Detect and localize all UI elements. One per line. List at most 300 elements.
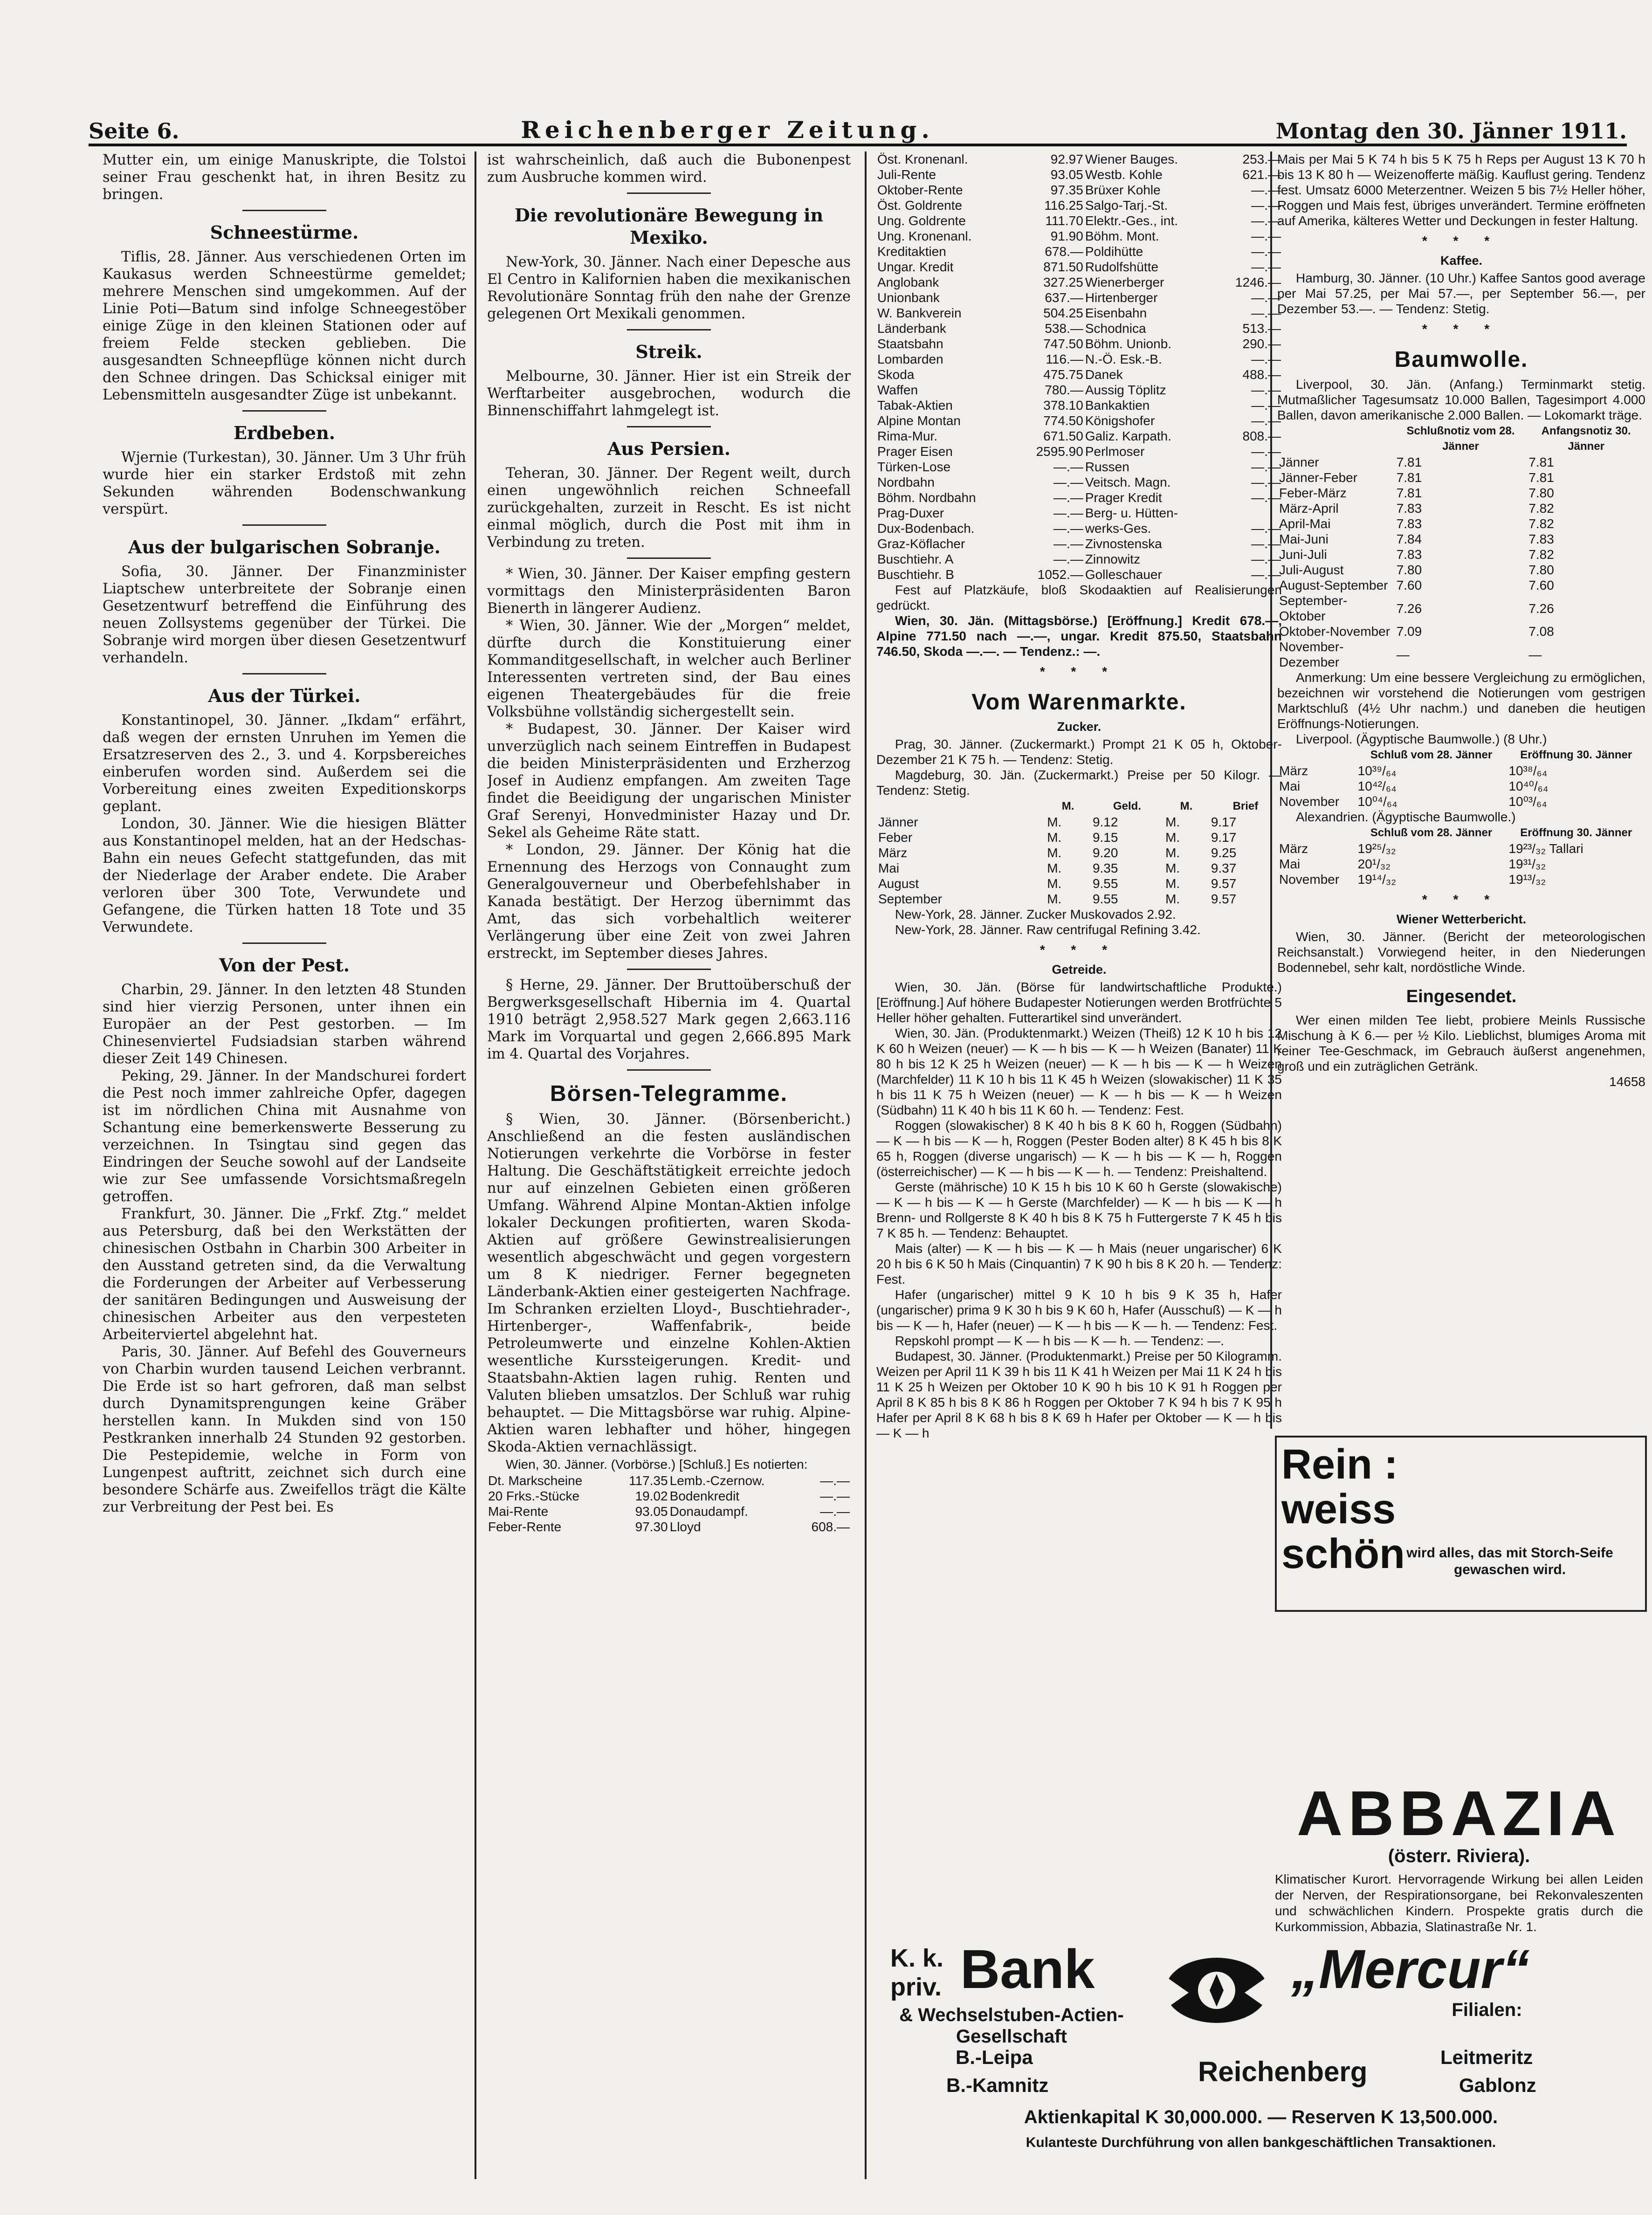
- article-text: * Budapest, 30. Jänner. Der Kaiser wird unverzüglich nach seinem Eintreffen in Budapest die beiden Ministerpräsidenten und Erzherzog Josef in Audienz empfangen. Am zweiten Tage findet die Beeidigung der ungarischen Minister Graf Serenyi, Honvedminister Hazay und Dr. Sekel als Geheime Räte statt.: [487, 721, 851, 841]
- column-2: [487, 151, 851, 2179]
- table-header-cell: Schlußnotiz vom 28. Jänner: [1406, 425, 1515, 453]
- table-cell: 92.97: [1050, 152, 1083, 166]
- bank-capital: Aktienkapital K 30,000.000. — Reserven K 13,500.000.: [1024, 2107, 1498, 2127]
- table-cell: Westb. Kohle: [1085, 167, 1163, 182]
- article-text: Prag, 30. Jänner. (Zuckermarkt.) Prompt 21 K 05 h, Oktober-Dezember 21 K 75 h. — Tendenz: Stetig.: [876, 737, 1282, 767]
- table-row: [876, 290, 1282, 305]
- table-cell: —.—: [1251, 229, 1281, 243]
- table-cell: 290.—: [1242, 337, 1281, 351]
- table-row: [876, 228, 1282, 244]
- bank-note: Kulanteste Durchführung von allen bankgeschäftlichen Transaktionen.: [1026, 2135, 1496, 2150]
- table-cell: 9.17: [1211, 815, 1237, 829]
- table-row: [876, 367, 1282, 382]
- article-heading: Aus Persien.: [607, 438, 731, 459]
- table-cell: 97.30: [635, 1520, 668, 1534]
- article-text: Sofia, 30. Jänner. Der Finanzminister Liaptschew unterbreitete der Sobranje einen Gesetzentwurf betreffend die Einführung des neuen Zollsystems gegenüber der Türkei. Die Sobranje wird morgen über diesen Gesetzentwurf verhandeln.: [103, 564, 466, 666]
- table-cell: November: [1279, 872, 1340, 887]
- article-text: New-York, 28. Jänner. Zucker Muskovados 2.92.: [895, 907, 1176, 922]
- table-cell: 747.50: [1043, 337, 1083, 351]
- column-rule: [475, 151, 476, 2179]
- table-cell: Galiz. Karpath.: [1085, 429, 1172, 443]
- section-heading: Börsen-Telegramme.: [550, 1081, 788, 1106]
- ad-headline-line: Rein :: [1281, 1441, 1398, 1488]
- table-cell: —.—: [1251, 244, 1281, 259]
- article-text: Wien, 30. Jänner. (Bericht der meteorologischen Reichsanstalt.) Vorwiegend heiter, in den Niederungen Bodennebel, sehr kalt, nordöstliche Winde.: [1277, 929, 1645, 975]
- article-text: * Wien, 30. Jänner. Wie der „Morgen“ meldet, dürfte durch die Konstituierung einer Kommanditgesellschaft, in welcher auch Berliner Interessenten vertreten sind, der Bau eines eigenen Theatergebäudes für die freie Volksbühne vollständig sichergestellt sein.: [487, 618, 851, 720]
- table-cell: [1216, 505, 1282, 521]
- table-header-cell: Geld.: [1113, 800, 1142, 812]
- table-row: [876, 891, 1282, 907]
- article-text: London, 30. Jänner. Wie die hiesigen Blätter aus Konstantinopel melden, hat an der Hedschas-Bahn ein neues Gefecht stattgefunden, das mit der Niederlage der Araber endete. Die Araber verloren über 300 Tote, Verwundete und Gefangene, die Türken hatten 18 Tote und 35 Verwundete.: [103, 816, 466, 936]
- article-heading: Streik.: [635, 341, 702, 362]
- table-cell: M.: [1165, 815, 1180, 829]
- table-cell: 7.80: [1528, 563, 1554, 577]
- table-cell: Lemb.-Czernow.: [669, 1473, 765, 1488]
- table-cell: 7.08: [1528, 624, 1554, 639]
- article-text: Fest auf Platzkäufe, bloß Skodaaktien auf Realisierungen gedrückt.: [876, 583, 1282, 612]
- article-text: Teheran, 30. Jänner. Der Regent weilt, durch einen ungewöhnlich reichen Schneefall zurückgehalten, zurzeit in Rescht. Es ist nicht einmal möglich, durch die Post mit ihm in Verbindung zu treten.: [487, 465, 851, 550]
- table-cell: Staatsbahn: [877, 337, 943, 351]
- divider: [627, 426, 711, 427]
- table-row: [487, 1473, 851, 1488]
- table-row: [876, 259, 1282, 275]
- branch-city: B.-Kamnitz: [946, 2074, 1049, 2096]
- table-cell: Russen: [1085, 460, 1129, 474]
- article-text: Hafer (ungarischer) mittel 9 K 10 h bis 9 K 35 h, Hafer (ungarischer) prima 9 K 30 h bis 9 K 60 h, Hafer (Ausschuß) — K — h bis — K — h, Hafer (neuer) — K — h bis — K — h. — Tendenz: Fest.: [876, 1287, 1282, 1333]
- table-row: [487, 1488, 851, 1504]
- table-cell: 671.50: [1043, 429, 1083, 443]
- table-cell: Waffen: [877, 383, 918, 397]
- article-text: Tiflis, 28. Jänner. Aus verschiedenen Orten im Kaukasus werden Schneestürme gemeldet; mehrere Menschen sind umgekommen. Auf der Linie Poti—Batum sind infolge Schneegestöber einige Züge in den kleinen Stationen oder auf freiem Felde stecken geblieben. Die ausgesandten Schneepflüge können nicht durch den Schnee dringen. Das Schicksal einiger mit Lebensmitteln ausgesandter Züge ist unbekannt.: [103, 249, 466, 403]
- table-cell: 93.05: [1050, 167, 1083, 182]
- table-cell: Berg- u. Hütten-: [1085, 506, 1178, 520]
- table-cell: 9.55: [1092, 876, 1118, 891]
- table-row: [876, 321, 1282, 336]
- table-row: [1277, 454, 1645, 470]
- table-cell: M.: [1165, 846, 1180, 860]
- article-text: Frankfurt, 30. Jänner. Die „Frkf. Ztg.“ meldet aus Petersburg, daß bei den Werkstätten der chinesischen Ostbahn in Charbin 300 Arbeiter in den Ausstand getreten sind, da die Verwaltung die Forderungen der Arbeiter auf Verbesserung der sanitären Bedingungen und Ausweisung der chinesischen Arbeiter aus den verpesteten Arbeiterviertel abgelehnt hat.: [103, 1206, 466, 1343]
- table-cell: —.—: [1053, 521, 1083, 536]
- table-cell: März-April: [1279, 501, 1339, 516]
- table-cell: Salgo-Tarj.-St.: [1085, 198, 1168, 213]
- table-row: [876, 830, 1282, 845]
- table-cell: Schodnica: [1085, 321, 1146, 336]
- article-text: * London, 29. Jänner. Der König hat die Ernennung des Herzogs von Connaught zum Generalgouverneur und Oberbefehlshaber in Kanada bestätigt. Der Herzog übernimmt das Amt, das sich vorbehaltlich weiterer Verlängerung über eine Zeit von zwei Jahren erstreckt, im September dieses Jahres.: [487, 842, 851, 962]
- divider: [627, 1069, 711, 1071]
- table-row: [1277, 516, 1645, 531]
- table-cell: 19³¹/₃₂: [1508, 857, 1546, 871]
- table-cell: —.—: [1251, 444, 1281, 459]
- bank-subtitle: & Wechselstuben-Actien-Gesellschaft: [899, 2005, 1124, 2047]
- article-text: Charbin, 29. Jänner. In den letzten 48 Stunden sind hier vierzig Personen, unter ihnen ein Europäer an der Pest gestorben. — Im Chinesenviertel Fudsiadsian starben während dieser Zeit 149 Chinesen.: [103, 982, 466, 1067]
- table-cell: 10⁰⁴/₆₄: [1357, 794, 1397, 809]
- article-text: Peking, 29. Jänner. In der Mandschurei fordert die Pest noch immer zahlreiche Opfer, dagegen ist im nördlichen China mit Ausnahme von Schantung eine bemerkenswerte Besserung zu verzeichnen. In Tsingtau sind gegen das Eindringen der Seuche sowohl auf der Landseite wie zur See umfassende Vorsichtsmaßregeln getroffen.: [103, 1068, 466, 1205]
- table-row: [876, 521, 1282, 536]
- table-cell: 10³⁹/₆₄: [1357, 764, 1397, 778]
- table-cell: 488.—: [1242, 367, 1281, 382]
- table-row: [876, 182, 1282, 198]
- table-row: [1277, 763, 1645, 778]
- table-cell: Feber: [878, 830, 913, 845]
- table-row: [876, 459, 1282, 475]
- table-cell: —.—: [820, 1489, 850, 1503]
- table-cell: 117.35: [629, 1473, 668, 1488]
- separator-stars: * * *: [1039, 942, 1119, 957]
- table-cell: 7.82: [1528, 547, 1554, 562]
- table-cell: März: [1279, 841, 1308, 856]
- table-header-row: [1277, 825, 1645, 841]
- table-row: [876, 382, 1282, 398]
- table-header-cell: [1277, 747, 1356, 763]
- table-cell: —.—: [1251, 260, 1281, 274]
- ad-text: Klimatischer Kurort. Hervorragende Wirkung bei allen Leiden der Nerven, der Respirationsorgane, bei Rekonvaleszenten und schwächlichen Kindern. Prospekte gratis durch die Kurkommission, Abbazia, Slatinastraße Nr. 1.: [1275, 1872, 1643, 1934]
- table-header-cell: Anfangsnotiz 30. Jänner: [1541, 425, 1631, 453]
- article-text: Roggen (slowakischer) 8 K 40 h bis 8 K 60 h, Roggen (Südbahn) — K — h bis — K — h, Roggen (Pester Boden alter) 8 K 45 h bis 8 K 65 h, Roggen (diverse ungarisch) — K — h bis — K — h, Roggen (österreichischer) — K — h bis — K — h. — Tendenz: Preishaltend.: [876, 1118, 1282, 1179]
- table-row: [876, 505, 1282, 521]
- ad-headline-line: weiss: [1281, 1486, 1396, 1533]
- table-header-cell: [1277, 825, 1356, 841]
- table-cell: Jänner: [878, 815, 918, 829]
- table-cell: 7.80: [1396, 563, 1422, 577]
- table-row: [876, 428, 1282, 444]
- section-heading: Baumwolle.: [1394, 347, 1528, 372]
- table-row: [876, 536, 1282, 551]
- article-text: Wjernie (Turkestan), 30. Jänner. Um 3 Uhr früh wurde hier ein starker Erdstoß mit zehn Sekunden währenden Bodenschwankung verspürt.: [103, 449, 466, 517]
- table-cell: M.: [1047, 861, 1062, 875]
- table-cell: 19¹³/₃₂: [1508, 872, 1546, 887]
- table-row: [876, 351, 1282, 367]
- table-cell: Lloyd: [669, 1520, 701, 1534]
- separator-stars: * * *: [1422, 234, 1501, 248]
- article-heading: Aus der Türkei.: [208, 685, 361, 706]
- table-cell: 19¹⁴/₃₂: [1357, 872, 1397, 887]
- table-cell: —.—: [1251, 552, 1281, 566]
- separator-stars: * * *: [1422, 892, 1501, 907]
- table-cell: Tabak-Aktien: [877, 398, 953, 413]
- table-cell: August: [878, 876, 919, 891]
- table-cell: Feber-Rente: [488, 1520, 562, 1534]
- table-cell: —.—: [1251, 213, 1281, 228]
- bank-kk-label: K. k. priv.: [890, 1944, 944, 2001]
- table-cell: Wiener Bauges.: [1085, 152, 1178, 166]
- table-cell: März: [1279, 764, 1308, 778]
- column-rule: [865, 151, 867, 2179]
- table-cell: 7.81: [1528, 455, 1554, 469]
- table-cell: 116.25: [1044, 198, 1083, 213]
- table-cell: 9.20: [1092, 846, 1118, 860]
- table-cell: —.—: [1251, 383, 1281, 397]
- table-cell: Prager Eisen: [877, 444, 953, 459]
- table-cell: Öst. Kronenanl.: [877, 152, 968, 166]
- table-cell: Feber-März: [1279, 486, 1347, 500]
- table-cell: Länderbank: [877, 321, 946, 336]
- table-cell: Prager Kredit: [1085, 490, 1162, 505]
- table-cell: 20 Frks.-Stücke: [488, 1489, 580, 1503]
- table-cell: 7.81: [1396, 455, 1422, 469]
- table-cell: Zinnowitz: [1085, 552, 1141, 566]
- table-cell: 9.17: [1211, 830, 1237, 845]
- table-cell: 475.75: [1043, 367, 1083, 382]
- ad-subtitle: (österr. Riviera).: [1388, 1846, 1530, 1866]
- table-cell: —.—: [1251, 475, 1281, 489]
- table-cell: —.—: [1251, 460, 1281, 474]
- table-cell: Zivnostenska: [1085, 537, 1162, 551]
- table-row: [876, 413, 1282, 428]
- section-heading: Vom Warenmarkte.: [971, 690, 1187, 715]
- table-header-cell: M.: [1180, 800, 1193, 812]
- table-cell: Donaudampf.: [669, 1504, 748, 1519]
- table-cell: Dt. Markscheine: [488, 1473, 583, 1488]
- table-header-row: [1277, 423, 1645, 454]
- divider: [242, 410, 326, 412]
- table-row: [876, 198, 1282, 213]
- article-text: Liverpool. (Ägyptische Baumwolle.) (8 Uhr.): [1296, 732, 1547, 746]
- table-cell: Jänner: [1279, 455, 1319, 469]
- table-cell: 19.02: [635, 1489, 668, 1503]
- ad-text: wird alles, das mit Storch-Seife gewaschen wird.: [1406, 1545, 1613, 1577]
- table-cell: M.: [1047, 815, 1062, 829]
- bank-filialen-label: Filialen:: [1452, 2000, 1522, 2020]
- table-row: [876, 845, 1282, 860]
- page-header: [89, 111, 1627, 146]
- table-row: [876, 305, 1282, 321]
- article-text: New-York, 30. Jänner. Nach einer Depesche aus El Centro in Kalifornien haben die mexikanischen Revolutionäre Sonntag früh den nahe der Grenze gelegenen Ort Mexikali genommen.: [487, 254, 851, 322]
- ad-title: ABBAZIA: [1297, 1781, 1621, 1849]
- table-row: [876, 151, 1282, 167]
- table-cell: Veitsch. Magn.: [1085, 475, 1171, 489]
- table-cell: 9.55: [1092, 892, 1118, 906]
- separator-stars: * * *: [1422, 322, 1501, 336]
- table-cell: Rima-Mur.: [877, 429, 938, 443]
- table-cell: Bankaktien: [1085, 398, 1150, 413]
- table-cell: 7.26: [1528, 601, 1554, 616]
- table-cell: Böhm. Mont.: [1085, 229, 1159, 243]
- table-cell: M.: [1047, 876, 1062, 891]
- table-cell: 504.25: [1043, 306, 1083, 320]
- table-cell: Oktober-Rente: [877, 183, 963, 197]
- table-cell: Lombarden: [877, 352, 943, 366]
- article-text: Magdeburg, 30. Jän. (Zuckermarkt.) Preise per 50 Kilogr. — Tendenz: Stetig.: [876, 768, 1282, 798]
- table-cell: 116.—: [1046, 352, 1083, 366]
- table-row: [876, 551, 1282, 567]
- table-cell: 2595.90: [1036, 444, 1083, 459]
- eagle-emblem-icon: [1161, 1948, 1273, 2032]
- table-cell: 7.82: [1528, 516, 1554, 531]
- table-cell: —.—: [1251, 352, 1281, 366]
- table-cell: 538.—: [1045, 321, 1083, 336]
- bank-mercur-ad: [881, 1939, 1641, 2172]
- table-cell: Anglobank: [877, 275, 939, 289]
- table-cell: Alpine Montan: [877, 413, 961, 428]
- table-cell: 808.—: [1242, 429, 1281, 443]
- divider: [242, 942, 326, 944]
- table-cell: M.: [1165, 876, 1180, 891]
- subheading: Getreide.: [1052, 963, 1107, 977]
- table-cell: Böhm. Nordbahn: [877, 490, 976, 505]
- divider: [627, 329, 711, 330]
- table-header-row: [876, 798, 1282, 814]
- table-row: [1277, 841, 1645, 856]
- table-cell: Mai: [1279, 779, 1301, 793]
- table-cell: 7.09: [1396, 624, 1422, 639]
- article-text: § Wien, 30. Jänner. (Börsenbericht.) Anschließend an die festen ausländischen Notierungen verkehrte die Vorbörse in fester Haltung. Die Geschäftstätigkeit erreichte jedoch nur auf einzelnen Gebieten einen größeren Umfang. Während Alpine Montan-Aktien infolge lokaler Deckungen profitierten, waren Skoda-Aktien auf größere Gewinstrealisierungen wesentlich abgeschwächt und gegen vorgestern um 8 K niedriger. Ferner begegneten Länderbank-Aktien einer gesteigerten Nachfrage. Im Schranken erzielten Lloyd-, Buschtiehrader-, Hirtenberger-, Waffenfabrik-, beide Petroleumwerte und einzelne Kohlen-Aktien wesentliche Kurssteigerungen. Kredit- und Staatsbahn-Aktien lagen ruhig. Renten und Valuten blieben umsatzlos. Der Schluß war ruhig behauptet. — Die Mittagsbörse war ruhig. Alpine-Aktien waren lebhafter und höher, hingegen Skoda-Aktien vernachlässigt.: [487, 1111, 851, 1455]
- masthead: Reichenberger Zeitung.: [521, 116, 934, 144]
- table-cell: 7.81: [1396, 486, 1422, 500]
- table-cell: Türken-Lose: [877, 460, 951, 474]
- table-row: [876, 213, 1282, 228]
- table-cell: Rudolfshütte: [1085, 260, 1159, 274]
- article-heading: Schneestürme.: [210, 222, 359, 243]
- table-cell: Nordbahn: [877, 475, 935, 489]
- table-cell: 9.57: [1211, 892, 1237, 906]
- table-cell: M.: [1165, 861, 1180, 875]
- table-cell: M.: [1047, 892, 1062, 906]
- column-3: [876, 151, 1282, 1746]
- article-text: Alexandrien. (Ägyptische Baumwolle.): [1296, 810, 1516, 824]
- table-cell: werks-Ges.: [1085, 521, 1151, 536]
- table-cell: 97.35: [1050, 183, 1083, 197]
- table-cell: Eisenbahn: [1085, 306, 1147, 320]
- table-cell: 9.12: [1092, 815, 1118, 829]
- table-row: [1277, 872, 1645, 887]
- article-text: New-York, 28. Jänner. Raw centrifugal Refining 3.42.: [895, 922, 1201, 937]
- table-header-cell: [876, 798, 1045, 814]
- table-row: [876, 244, 1282, 259]
- article-text: Melbourne, 30. Jänner. Hier ist ein Streik der Werftarbeiter ausgebrochen, wodurch die Binnenschiffahrt lahmgelegt ist.: [487, 368, 851, 419]
- table-cell: Königshofer: [1085, 413, 1155, 428]
- table-row: [1277, 639, 1645, 670]
- branch-city: Gablonz: [1459, 2074, 1536, 2096]
- table-cell: N.-Ö. Esk.-B.: [1085, 352, 1162, 366]
- table-cell: 513.—: [1242, 321, 1281, 336]
- article-text: Wien, 30. Jän. (Börse für landwirtschaftliche Produkte.) [Eröffnung.] Auf höhere Budapester Notierungen werden Brotfrüchte 5 Heller höher gehalten. Futterartikel sind unverändert.: [876, 980, 1282, 1025]
- column-1: [103, 151, 466, 2179]
- table-cell: 378.10: [1043, 398, 1083, 413]
- article-text: § Herne, 29. Jänner. Der Bruttoüberschuß der Bergwerksgesellschaft Hibernia im 4. Quartal 1910 beträgt 2,958.527 Mark gegen 2,663.116 Mark im Vorquartal und gegen 2,666.895 Mark im 4. Quartal des Vorjahres.: [487, 977, 851, 1062]
- table-cell: Ung. Kronenanl.: [877, 229, 972, 243]
- table-cell: —.—: [1053, 475, 1083, 489]
- table-cell: W. Bankverein: [877, 306, 962, 320]
- table-row: [1277, 778, 1645, 794]
- table-cell: Mai-Rente: [488, 1504, 549, 1519]
- table-cell: —.—: [1251, 567, 1281, 582]
- article-heading: Die revolutionäre Bewegung in Mexiko.: [514, 205, 824, 248]
- table-cell: 621.—: [1242, 167, 1281, 182]
- table-cell: November: [1279, 794, 1340, 809]
- table-cell: Wienerberger: [1085, 275, 1164, 289]
- table-row: [1277, 624, 1645, 639]
- table-cell: Danek: [1085, 367, 1123, 382]
- table-header-cell: Eröffnung 30. Jänner: [1520, 826, 1632, 839]
- table-cell: Graz-Köflacher: [877, 537, 965, 551]
- table-cell: September-Oktober: [1279, 593, 1348, 623]
- table-cell: —.—: [1251, 413, 1281, 428]
- branch-city: Reichenberg: [1198, 2056, 1368, 2087]
- table-cell: Unionbank: [877, 290, 940, 305]
- table-cell: Elektr.-Ges., int.: [1085, 213, 1178, 228]
- table-header-cell: [1277, 423, 1395, 454]
- article-text: Konstantinopel, 30. Jänner. „Ikdam“ erfährt, daß wegen der ernsten Unruhen im Yemen die Ersatzreserven des 2., 3. und 4. Korpsbereiches einberufen worden sind. Außerdem sei die Vorbereitung eines zweiten Expeditionskorps geplant.: [103, 712, 466, 815]
- subheading: Kaffee.: [1440, 254, 1483, 268]
- table-cell: —.—: [1251, 490, 1281, 505]
- article-text: Mais (alter) — K — h bis — K — h Mais (neuer ungarischer) 6 K 20 h bis 6 K 50 h Mais (Cinquantin) 7 K 90 h bis 8 K 20 h. — Tendenz: Fest.: [876, 1241, 1282, 1286]
- table-row: [876, 167, 1282, 182]
- table-cell: 9.25: [1211, 846, 1237, 860]
- table-header-cell: M.: [1061, 800, 1074, 812]
- divider: [627, 969, 711, 970]
- table-row: [876, 398, 1282, 413]
- table-row: [876, 275, 1282, 290]
- table-cell: —.—: [1053, 552, 1083, 566]
- table-cell: —.—: [1251, 290, 1281, 305]
- storch-seife-ad: [1275, 1436, 1647, 1612]
- article-text: Mutter ein, um einige Manuskripte, die Tolstoi seiner Frau geschenkt hat, in ihren Besitz zu bringen.: [103, 152, 466, 203]
- table-cell: 10⁴²/₆₄: [1357, 779, 1397, 793]
- table-cell: Kreditaktien: [877, 244, 946, 259]
- table-cell: —.—: [1053, 506, 1083, 520]
- table-row: [876, 490, 1282, 505]
- table-cell: Ung. Goldrente: [877, 213, 966, 228]
- table-cell: Brüxer Kohle: [1085, 183, 1161, 197]
- article-text: Repskohl prompt — K — h bis — K — h. — Tendenz: —.: [895, 1334, 1224, 1348]
- table-cell: Juli-Rente: [877, 167, 936, 182]
- table-cell: Hirtenberger: [1085, 290, 1158, 305]
- article-heading: Erdbeben.: [234, 422, 335, 443]
- article-text: Liverpool, 30. Jän. (Anfang.) Terminmarkt stetig. Mutmaßlicher Tagesumsatz 10.000 Ballen, Tagesimport 4.000 Ballen, davon amerikanische 2.000 Ballen. — Lokomarkt träge.: [1277, 377, 1645, 422]
- table-cell: —.—: [1251, 306, 1281, 320]
- table-row: [1277, 547, 1645, 562]
- table-row: [1277, 470, 1645, 485]
- branch-city: Leitmeritz: [1440, 2046, 1533, 2068]
- article-text: Budapest, 30. Jänner. (Produktenmarkt.) Preise per 50 Kilogramm. Weizen per April 11 K 39 h bis 11 K 41 h Weizen per Mai 11 K 24 h bis 11 K 25 h Weizen per Oktober 10 K 90 h bis 10 K 91 h Roggen per April 8 K 85 h bis 8 K 86 h Roggen per Oktober 7 K 94 h bis 7 K 95 h Hafer per April 8 K 68 h bis 8 K 69 h Hafer per Oktober — K — h bis — K — h: [876, 1349, 1282, 1440]
- table-row: [487, 1504, 851, 1519]
- table-cell: —.—: [820, 1504, 850, 1519]
- table-cell: M.: [1047, 830, 1062, 845]
- table-row: [1277, 531, 1645, 547]
- table-row: [876, 860, 1282, 876]
- table-cell: 9.57: [1211, 876, 1237, 891]
- table-cell: August-September: [1279, 578, 1388, 592]
- table-cell: 111.70: [1045, 213, 1083, 228]
- table-cell: 7.60: [1396, 578, 1422, 592]
- table-cell: 7.60: [1528, 578, 1554, 592]
- table-cell: —.—: [1251, 183, 1281, 197]
- table-row: [1277, 501, 1645, 516]
- table-cell: 7.81: [1528, 470, 1554, 485]
- table-cell: 1052.—: [1037, 567, 1083, 582]
- table-cell: 780.—: [1045, 383, 1083, 397]
- table-cell: —: [1396, 647, 1410, 662]
- bank-word: Bank: [960, 1939, 1095, 2000]
- table-cell: 20¹/₃₂: [1357, 857, 1391, 871]
- table-cell: 608.—: [811, 1520, 850, 1534]
- table-cell: —.—: [1251, 521, 1281, 536]
- article-text: ist wahrscheinlich, daß auch die Bubonenpest zum Ausbruche kommen wird.: [487, 152, 851, 186]
- table-cell: Skoda: [877, 367, 915, 382]
- table-header-cell: Eröffnung 30. Jänner: [1520, 749, 1632, 761]
- table-row: [876, 814, 1282, 830]
- table-cell: Golleschauer: [1085, 567, 1162, 582]
- egypt-cotton-table: [1277, 825, 1645, 887]
- article-heading: Von der Pest.: [219, 955, 350, 976]
- table-cell: M.: [1047, 846, 1062, 860]
- table-cell: 7.83: [1528, 532, 1554, 546]
- table-cell: 871.50: [1043, 260, 1083, 274]
- table-cell: M.: [1165, 830, 1180, 845]
- table-cell: 327.25: [1043, 275, 1083, 289]
- table-cell: November-Dezember: [1279, 640, 1344, 669]
- table-cell: Öst. Goldrente: [877, 198, 963, 213]
